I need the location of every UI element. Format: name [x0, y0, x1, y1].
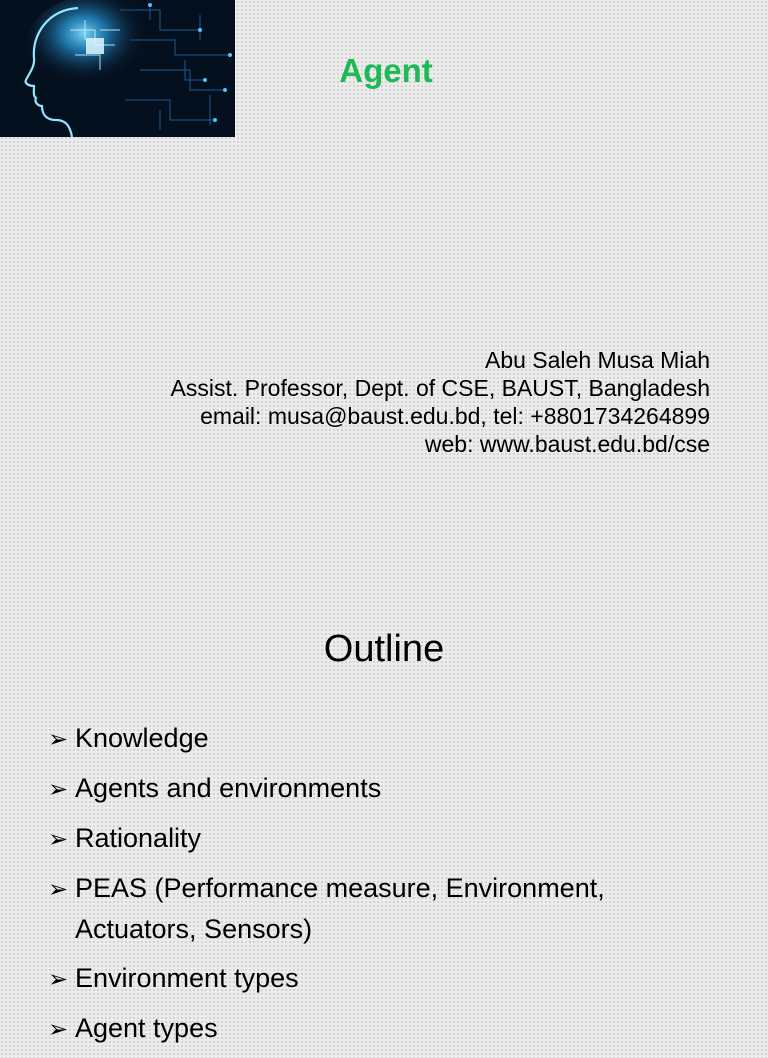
author-position: Assist. Professor, Dept. of CSE, BAUST, Bangladesh: [170, 375, 710, 401]
author-web: web: www.baust.edu.bd/cse: [424, 431, 710, 457]
arrow-bullet-icon: ➢: [48, 726, 69, 753]
author-contact: email: musa@baust.edu.bd, tel: +8801734264899: [200, 403, 710, 429]
author-info: [171, 346, 710, 458]
arrow-bullet-icon: ➢: [48, 826, 69, 853]
list-item: ➢ Environment types: [48, 958, 688, 1000]
arrow-bullet-icon: ➢: [48, 966, 69, 993]
arrow-bullet-icon: ➢: [48, 776, 69, 803]
list-item: ➢ PEAS (Performance measure, Environment, Actuators, Sensors): [48, 868, 688, 950]
list-item: ➢ Rationality: [48, 818, 688, 860]
arrow-bullet-icon: ➢: [48, 876, 69, 903]
outline-heading: Outline: [323, 628, 445, 670]
list-item: ➢ Agent types: [48, 1008, 688, 1050]
author-name: Abu Saleh Musa Miah: [484, 347, 710, 373]
outline-list: [48, 718, 688, 1058]
arrow-bullet-icon: ➢: [48, 1016, 69, 1043]
slide-title: Agent: [339, 52, 433, 89]
list-item: ➢ Agents and environments: [48, 768, 688, 810]
list-item: ➢ Knowledge: [48, 718, 688, 760]
outline-slide: [0, 590, 768, 1043]
